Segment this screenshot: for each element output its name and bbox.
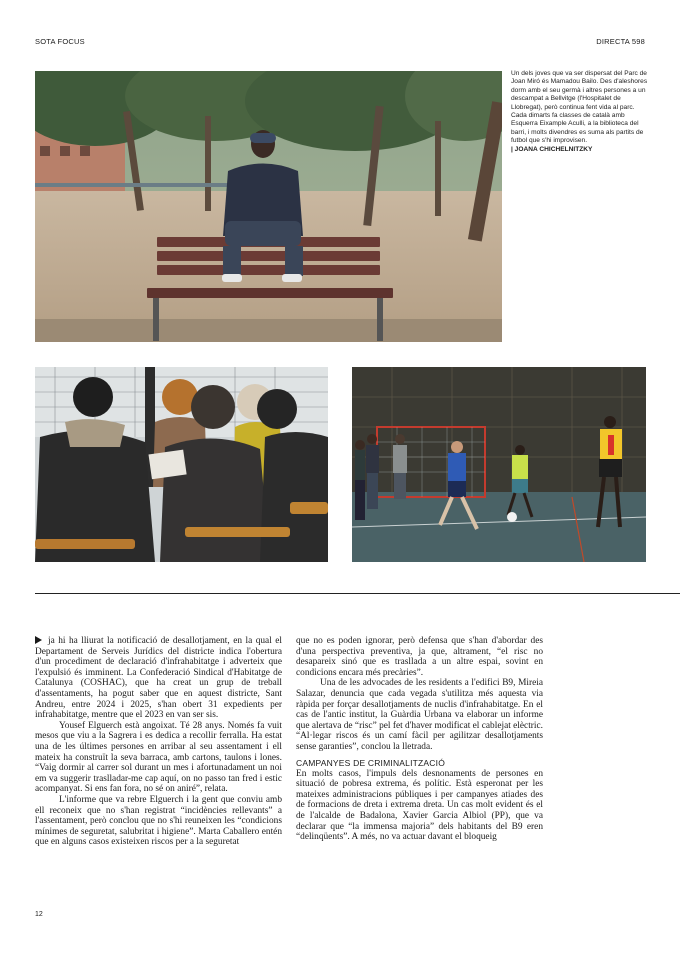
paragraph: Yousef Elguerch està angoixat. Té 28 anys. Només fa vuit mesos que viu a la Sagrera i es dedica a recollir ferralla. Ha estat una de les últimes persones en arribar al seu assentament i ell mateix ha construït la seva barraca, amb cartons, taulons i lones. “Vaig dormir al carrer sol durant un mes i afortunadament un noi em va suggerir traslladar-me cap aquí, on no passo tan fred i estic acompanyat. Si ens fan fora, no sé on aniré”, relata. — [35, 720, 282, 795]
article-column-right — [296, 636, 543, 843]
caption-text: Un dels joves que va ser dispersat del Parc de Joan Miró és Mamadou Bailo. Des d'aleshores dorm amb el seu germà i altres persones a un descampat a Bellvitge (l'Hospitalet de Llobregat), però continua fent vida al parc. Cada dimarts fa classes de català amb Esquerra Eixample Aculli, a la biblioteca del barri, i molts divendres es suma als partits de futbol que s'hi improvisen. — [511, 70, 648, 145]
paragraph: ja hi ha lliurat la notificació de desallotjament, en la qual el Departament de Serveis Jurídics del districte indica l'obertura d'un procediment de declaració d'infrahabitatge i adverteix que l'expulsió és imminent. La Confederació Sindical d'Habitatge de Catalunya (COSHAC), que ha creat un grup de treball d'assentaments, ha pogut saber que en aquest districte, Sant Andreu, entre 2024 i 2025, s'han obert 31 expedients per infrahabitatge, mentre que el 2023 en van ser sis. — [35, 636, 282, 721]
article-column-left — [35, 636, 282, 848]
continuation-arrow-icon — [35, 636, 42, 644]
paragraph: Una de les advocades de les residents a l'edifici B9, Mireia Salazar, denuncia que cada vegada s'utilitza més aquesta via ràpida per forçar desallotjaments de nuclis d'infrahabitatge. En el cas de l'antic institut, la Guàrdia Urbana va elaborar un informe que alertava de “risc” pel fet d'haver modificat el cablejat elèctric. “Al·legar riscos és un camí fàcil per agilitzar desallotjaments sense garanties”, conclou la lletrada. — [296, 678, 543, 752]
section-divider — [35, 593, 680, 594]
classroom-photo — [35, 367, 328, 562]
section-label: SOTA FOCUS — [35, 37, 85, 46]
paragraph: L'informe que va rebre Elguerch i la gent que conviu amb ell reconeix que no s'han registrat “incidències rellevants” a l'assentament, però conclou que no s'hi reuneixen les “condicions mínimes de seguretat, salubritat i higiene”. Marta Caballero entén que en alguns casos existeixen riscos per a la seguretat — [35, 794, 282, 848]
page-number: 12 — [35, 911, 43, 918]
main-photo — [35, 71, 502, 342]
subheading: CAMPANYES DE CRIMINALITZACIÓ — [296, 757, 446, 768]
photo-credit: | JOANA CHICHELNITZKY — [511, 145, 593, 153]
football-photo — [352, 367, 646, 562]
paragraph: que no es poden ignorar, però defensa que s'han d'abordar des d'una perspectiva preventiva, ja que, altrament, “el risc no desapareix sinó que es trasllada a un altre espai, sovint en condicions encara més precàries”. — [296, 636, 543, 678]
paragraph: En molts casos, l'impuls dels desnonaments de persones en situació de pobresa extrema, és polític. Està esperonat per les mateixes administracions públiques i per campanyes atiades des de formacions de dreta i extrema dreta. Un cas molt evident és el de l'alcalde de Badalona, Xavier Garcia Albiol (PP), que va declarar que “la immensa majoria” dels habitants del B9 eren “delinqüents”. A més, no va actuar davant el bloqueig — [296, 768, 543, 843]
issue-label: DIRECTA 598 — [596, 37, 645, 46]
photo-caption — [511, 70, 651, 154]
